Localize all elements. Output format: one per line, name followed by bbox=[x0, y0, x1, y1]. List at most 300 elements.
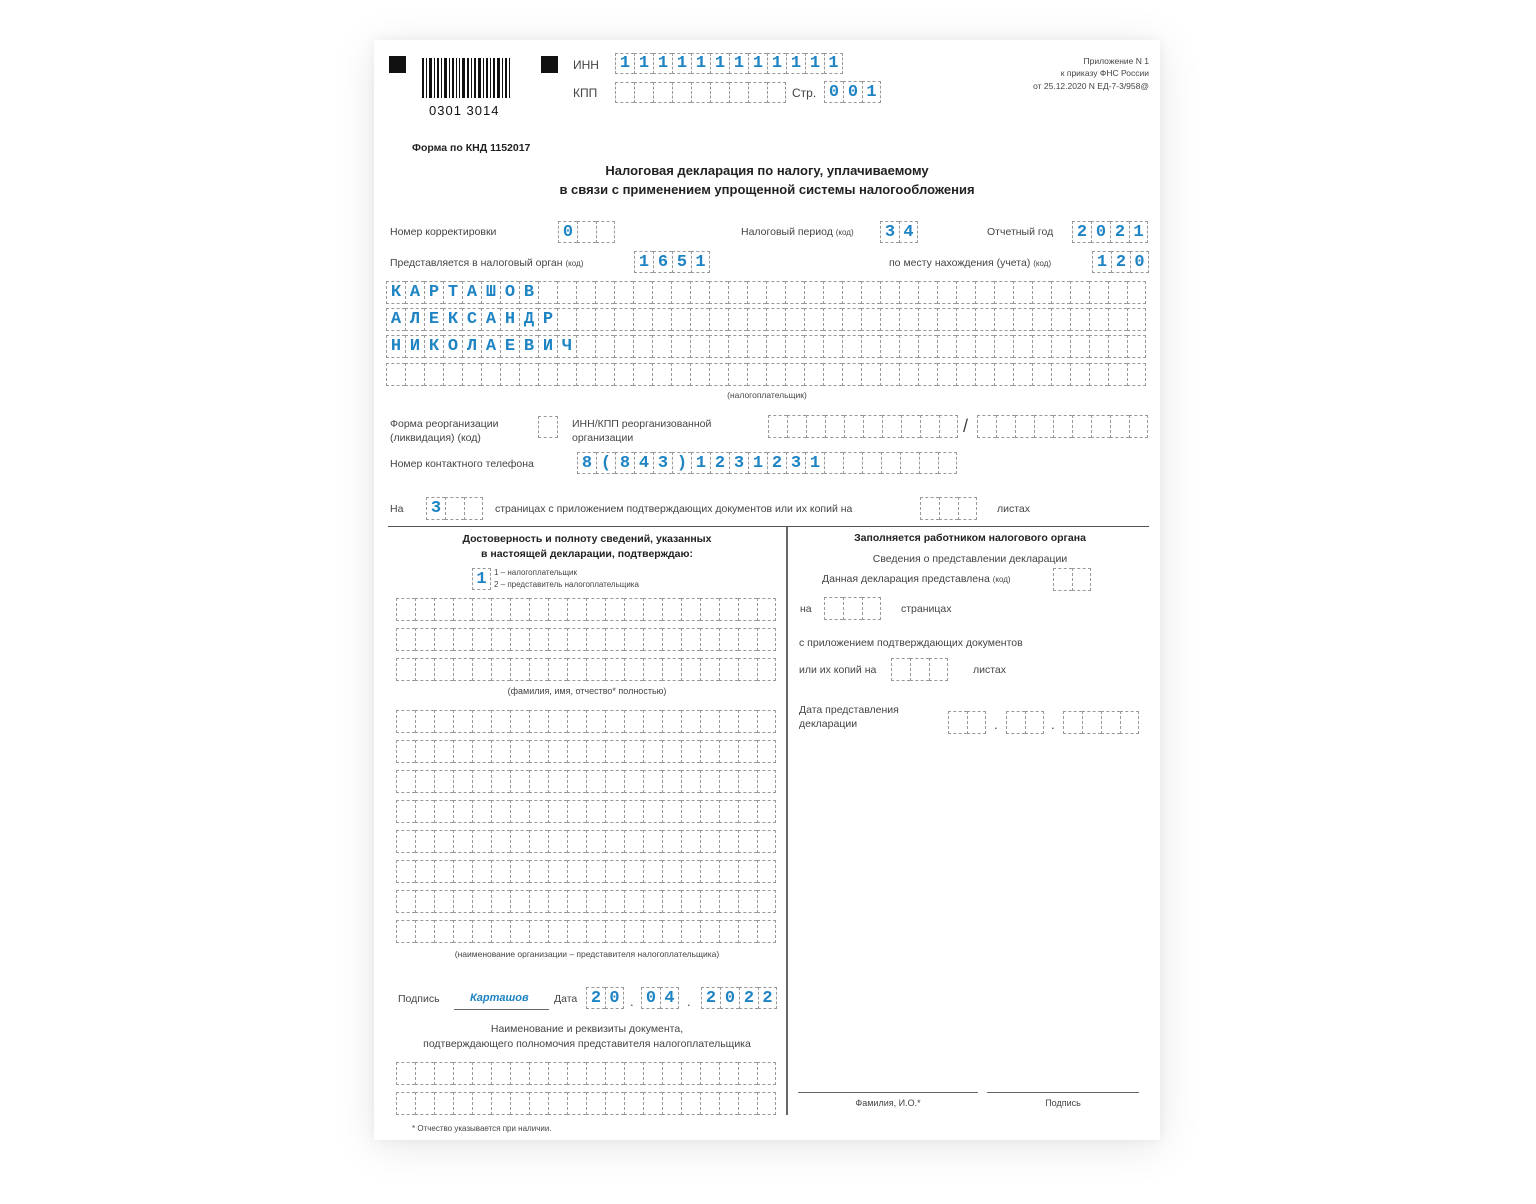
char-cell bbox=[453, 598, 472, 621]
char-cell bbox=[824, 597, 843, 620]
char-cell bbox=[415, 830, 434, 853]
char-cell bbox=[719, 628, 738, 651]
char-cell bbox=[662, 710, 681, 733]
char-cell bbox=[434, 598, 453, 621]
char-cell bbox=[624, 830, 643, 853]
char-cell bbox=[728, 363, 747, 386]
char-cell bbox=[443, 363, 462, 386]
officer-pages-cells bbox=[824, 597, 881, 620]
char-cell bbox=[548, 628, 567, 651]
char-cell bbox=[824, 452, 843, 474]
char-cell bbox=[1032, 308, 1051, 331]
date-separator: . bbox=[687, 994, 691, 1009]
char-cell bbox=[538, 416, 558, 438]
char-cell bbox=[681, 740, 700, 763]
char-cell bbox=[586, 1062, 605, 1085]
char-cell bbox=[510, 920, 529, 943]
doc-caption-line2: подтверждающего полномочия представителя налогоплательщика bbox=[423, 1038, 751, 1050]
char-cell bbox=[939, 415, 958, 438]
inn-cells bbox=[615, 53, 843, 74]
char-cell: А bbox=[481, 335, 500, 358]
char-cell bbox=[757, 860, 776, 883]
char-cell: 1 bbox=[805, 452, 824, 474]
appendix-line: Приложение N 1 bbox=[1083, 56, 1149, 66]
date-separator: . bbox=[1051, 717, 1055, 732]
char-cell bbox=[529, 920, 548, 943]
char-cell bbox=[1013, 281, 1032, 304]
char-cell bbox=[396, 890, 415, 913]
char-cell bbox=[567, 860, 586, 883]
char-cell bbox=[900, 452, 919, 474]
char-cell bbox=[634, 82, 653, 103]
char-cell bbox=[1127, 281, 1146, 304]
char-cell bbox=[1013, 308, 1032, 331]
char-cell bbox=[938, 452, 957, 474]
officer-subheading: Сведения о представлении декларации bbox=[872, 553, 1068, 565]
char-cell bbox=[510, 800, 529, 823]
char-cell bbox=[975, 335, 994, 358]
char-cell bbox=[538, 281, 557, 304]
char-cell bbox=[738, 830, 757, 853]
char-cell bbox=[719, 860, 738, 883]
char-cell bbox=[605, 710, 624, 733]
submission-year-cells bbox=[1063, 711, 1139, 734]
char-cell bbox=[386, 363, 405, 386]
char-cell bbox=[1034, 415, 1053, 438]
char-cell bbox=[1108, 281, 1127, 304]
char-cell: 3 bbox=[786, 452, 805, 474]
char-cell bbox=[825, 415, 844, 438]
char-cell bbox=[415, 860, 434, 883]
char-cell bbox=[586, 1092, 605, 1115]
taxpayer-name-line1 bbox=[386, 281, 1146, 304]
char-cell bbox=[519, 363, 538, 386]
char-cell bbox=[1089, 308, 1108, 331]
char-cell: 1 bbox=[672, 53, 691, 74]
char-cell: 6 bbox=[653, 251, 672, 273]
char-cell bbox=[719, 830, 738, 853]
char-cell bbox=[481, 363, 500, 386]
char-cell bbox=[939, 497, 958, 520]
char-cell bbox=[491, 770, 510, 793]
signature-underline bbox=[454, 1009, 549, 1010]
char-cell bbox=[891, 658, 910, 681]
char-cell bbox=[804, 363, 823, 386]
char-cell: 5 bbox=[672, 251, 691, 273]
correction-cells bbox=[558, 221, 615, 243]
char-cell bbox=[643, 628, 662, 651]
char-cell bbox=[633, 335, 652, 358]
char-cell bbox=[453, 890, 472, 913]
tax-declaration-page bbox=[374, 40, 1160, 1140]
char-cell bbox=[662, 658, 681, 681]
char-cell: Л bbox=[462, 335, 481, 358]
reorg-form-cell bbox=[538, 416, 558, 438]
char-cell bbox=[396, 1092, 415, 1115]
char-cell bbox=[643, 770, 662, 793]
char-cell bbox=[1101, 711, 1120, 734]
correction-label: Номер корректировки bbox=[390, 226, 497, 238]
char-cell bbox=[738, 658, 757, 681]
char-cell bbox=[681, 890, 700, 913]
char-cell bbox=[719, 800, 738, 823]
document-title-line1: Налоговая декларация по налогу, уплачиваемому bbox=[605, 163, 929, 178]
char-cell bbox=[557, 281, 576, 304]
char-cell bbox=[453, 1092, 472, 1115]
doc-details-line bbox=[396, 1062, 776, 1085]
submission-date-label bbox=[799, 703, 899, 731]
char-cell bbox=[1051, 281, 1070, 304]
char-cell bbox=[605, 800, 624, 823]
char-cell: 0 bbox=[1130, 251, 1149, 273]
reorg-inn-label bbox=[572, 417, 711, 445]
char-cell bbox=[548, 770, 567, 793]
char-cell: 1 bbox=[653, 53, 672, 74]
reorg-inn-cells bbox=[768, 415, 958, 438]
char-cell bbox=[747, 363, 766, 386]
char-cell bbox=[396, 628, 415, 651]
char-cell bbox=[453, 770, 472, 793]
officer-heading: Заполняется работником налогового органа bbox=[854, 532, 1086, 544]
date-label: Дата bbox=[554, 993, 578, 1005]
char-cell bbox=[605, 890, 624, 913]
char-cell bbox=[1091, 415, 1110, 438]
officer-sheets-label: листах bbox=[973, 664, 1007, 676]
char-cell bbox=[901, 415, 920, 438]
char-cell: 1 bbox=[767, 53, 786, 74]
char-cell bbox=[548, 890, 567, 913]
char-cell bbox=[728, 308, 747, 331]
org-name-line bbox=[396, 860, 776, 883]
pages-suffix: листах bbox=[997, 503, 1031, 515]
signer-options bbox=[494, 567, 639, 591]
submitted-code-cells bbox=[1053, 568, 1091, 591]
char-cell bbox=[937, 281, 956, 304]
char-cell bbox=[738, 770, 757, 793]
reorg-kpp-cells bbox=[977, 415, 1148, 438]
char-cell bbox=[956, 281, 975, 304]
taxpayer-name-line3 bbox=[386, 335, 1146, 358]
char-cell bbox=[910, 658, 929, 681]
char-cell: 0 bbox=[843, 81, 862, 103]
char-cell bbox=[624, 920, 643, 943]
char-cell bbox=[510, 860, 529, 883]
char-cell bbox=[700, 658, 719, 681]
char-cell bbox=[662, 800, 681, 823]
char-cell bbox=[624, 770, 643, 793]
char-cell: К bbox=[386, 281, 405, 304]
char-cell bbox=[586, 920, 605, 943]
char-cell bbox=[491, 598, 510, 621]
char-cell bbox=[861, 308, 880, 331]
char-cell: Р bbox=[424, 281, 443, 304]
date-month-cells bbox=[641, 987, 679, 1009]
char-cell: 4 bbox=[660, 987, 679, 1009]
char-cell bbox=[681, 658, 700, 681]
char-cell: 2 bbox=[1072, 221, 1091, 243]
submitted-label bbox=[822, 572, 1011, 586]
char-cell bbox=[709, 281, 728, 304]
officer-sheets-cells bbox=[891, 658, 948, 681]
char-cell bbox=[738, 860, 757, 883]
char-cell bbox=[510, 830, 529, 853]
tax-authority-label bbox=[390, 256, 583, 270]
submission-month-cells bbox=[1006, 711, 1044, 734]
char-cell bbox=[1013, 363, 1032, 386]
char-cell bbox=[595, 363, 614, 386]
char-cell bbox=[510, 770, 529, 793]
char-cell bbox=[464, 497, 483, 520]
char-cell bbox=[510, 1092, 529, 1115]
char-cell bbox=[472, 710, 491, 733]
char-cell bbox=[823, 281, 842, 304]
char-cell bbox=[700, 598, 719, 621]
char-cell bbox=[994, 363, 1013, 386]
char-cell bbox=[937, 335, 956, 358]
char-cell bbox=[662, 598, 681, 621]
char-cell: 1 bbox=[786, 53, 805, 74]
char-cell bbox=[738, 1062, 757, 1085]
char-cell bbox=[567, 770, 586, 793]
char-cell bbox=[529, 860, 548, 883]
char-cell bbox=[1108, 363, 1127, 386]
char-cell bbox=[662, 920, 681, 943]
fio-caption: (фамилия, имя, отчество* полностью) bbox=[507, 686, 667, 696]
code-hint: (код) bbox=[565, 259, 584, 268]
char-cell: 1 bbox=[729, 53, 748, 74]
char-cell bbox=[804, 308, 823, 331]
char-cell bbox=[691, 82, 710, 103]
location-cells bbox=[1092, 251, 1149, 273]
char-cell bbox=[994, 308, 1013, 331]
char-cell bbox=[937, 308, 956, 331]
char-cell bbox=[453, 830, 472, 853]
char-cell bbox=[548, 920, 567, 943]
char-cell bbox=[1053, 415, 1072, 438]
barcode-number: 0301 3014 bbox=[429, 103, 500, 118]
tax-authority-cells bbox=[634, 251, 710, 273]
char-cell bbox=[975, 308, 994, 331]
char-cell bbox=[1032, 335, 1051, 358]
char-cell bbox=[681, 800, 700, 823]
char-cell bbox=[662, 770, 681, 793]
char-cell bbox=[1070, 363, 1089, 386]
char-cell bbox=[510, 1062, 529, 1085]
char-cell: А bbox=[405, 281, 424, 304]
char-cell bbox=[624, 710, 643, 733]
tax-period-label bbox=[741, 225, 854, 239]
char-cell bbox=[880, 363, 899, 386]
char-cell: Ш bbox=[481, 281, 500, 304]
char-cell bbox=[844, 415, 863, 438]
char-cell bbox=[681, 860, 700, 883]
char-cell bbox=[491, 628, 510, 651]
char-cell bbox=[643, 830, 662, 853]
char-cell bbox=[510, 710, 529, 733]
code-hint: (код) bbox=[992, 575, 1011, 584]
char-cell bbox=[624, 658, 643, 681]
char-cell bbox=[1051, 335, 1070, 358]
char-cell: 0 bbox=[720, 987, 739, 1009]
char-cell bbox=[548, 740, 567, 763]
char-cell bbox=[605, 830, 624, 853]
char-cell: 1 bbox=[691, 53, 710, 74]
char-cell bbox=[529, 628, 548, 651]
char-cell bbox=[434, 1062, 453, 1085]
char-cell bbox=[747, 335, 766, 358]
char-cell: 1 bbox=[862, 81, 881, 103]
signer-type-cell bbox=[472, 568, 491, 590]
code-hint: (код) bbox=[835, 228, 854, 237]
char-cell bbox=[472, 628, 491, 651]
char-cell bbox=[567, 1062, 586, 1085]
char-cell bbox=[700, 920, 719, 943]
char-cell bbox=[681, 598, 700, 621]
char-cell bbox=[643, 920, 662, 943]
char-cell bbox=[766, 335, 785, 358]
char-cell bbox=[396, 740, 415, 763]
char-cell bbox=[671, 308, 690, 331]
char-cell: Т bbox=[443, 281, 462, 304]
char-cell bbox=[1089, 363, 1108, 386]
char-cell bbox=[806, 415, 825, 438]
doc-caption-line1: Наименование и реквизиты документа, bbox=[490, 1023, 684, 1035]
char-cell: 4 bbox=[899, 221, 918, 243]
char-cell bbox=[1063, 711, 1082, 734]
char-cell: 1 bbox=[634, 251, 653, 273]
char-cell bbox=[586, 800, 605, 823]
char-cell bbox=[548, 1092, 567, 1115]
char-cell bbox=[1013, 335, 1032, 358]
date-separator: . bbox=[630, 994, 634, 1009]
char-cell: 1 bbox=[824, 53, 843, 74]
char-cell bbox=[690, 281, 709, 304]
sheets-count-cells bbox=[920, 497, 977, 520]
char-cell bbox=[738, 598, 757, 621]
char-cell bbox=[653, 82, 672, 103]
date-year-cells bbox=[701, 987, 777, 1009]
char-cell bbox=[920, 497, 939, 520]
char-cell bbox=[529, 598, 548, 621]
char-cell bbox=[882, 415, 901, 438]
char-cell bbox=[700, 710, 719, 733]
appendix-line: от 25.12.2020 N ЕД-7-3/958@ bbox=[1033, 80, 1149, 91]
char-cell bbox=[614, 281, 633, 304]
char-cell bbox=[700, 740, 719, 763]
appendix-note bbox=[1033, 55, 1149, 92]
char-cell bbox=[747, 281, 766, 304]
signer-option: 2 – представитель налогоплательщика bbox=[494, 580, 639, 589]
char-cell bbox=[624, 860, 643, 883]
char-cell: 2 bbox=[767, 452, 786, 474]
char-cell: 2 bbox=[710, 452, 729, 474]
char-cell bbox=[652, 281, 671, 304]
char-cell bbox=[453, 628, 472, 651]
char-cell bbox=[899, 308, 918, 331]
char-cell bbox=[1070, 308, 1089, 331]
char-cell bbox=[529, 1092, 548, 1115]
char-cell bbox=[977, 415, 996, 438]
char-cell bbox=[643, 1092, 662, 1115]
char-cell bbox=[700, 628, 719, 651]
char-cell bbox=[434, 800, 453, 823]
char-cell bbox=[643, 800, 662, 823]
char-cell bbox=[548, 860, 567, 883]
signer-fio-line3 bbox=[396, 658, 776, 681]
char-cell bbox=[415, 800, 434, 823]
char-cell bbox=[453, 1062, 472, 1085]
char-cell bbox=[567, 598, 586, 621]
char-cell bbox=[785, 281, 804, 304]
char-cell bbox=[738, 890, 757, 913]
char-cell: А bbox=[462, 281, 481, 304]
char-cell bbox=[671, 281, 690, 304]
char-cell bbox=[804, 281, 823, 304]
char-cell bbox=[605, 628, 624, 651]
char-cell bbox=[491, 1092, 510, 1115]
char-cell bbox=[880, 281, 899, 304]
char-cell bbox=[920, 415, 939, 438]
char-cell bbox=[567, 800, 586, 823]
char-cell: 3 bbox=[729, 452, 748, 474]
pages-count-cells bbox=[426, 497, 483, 520]
char-cell bbox=[652, 363, 671, 386]
char-cell bbox=[453, 740, 472, 763]
char-cell bbox=[529, 658, 548, 681]
char-cell bbox=[690, 308, 709, 331]
char-cell bbox=[1072, 568, 1091, 591]
char-cell bbox=[576, 363, 595, 386]
char-cell bbox=[396, 1062, 415, 1085]
page-label: Стр. bbox=[792, 86, 817, 100]
char-cell bbox=[605, 920, 624, 943]
char-cell bbox=[1120, 711, 1139, 734]
char-cell bbox=[757, 890, 776, 913]
document-title-line2: в связи с применением упрощенной системы налогообложения bbox=[559, 182, 975, 197]
char-cell bbox=[861, 281, 880, 304]
char-cell bbox=[491, 800, 510, 823]
char-cell bbox=[967, 711, 986, 734]
char-cell bbox=[472, 830, 491, 853]
char-cell: 2 bbox=[758, 987, 777, 1009]
code-hint: (код) bbox=[1033, 259, 1052, 268]
attach-line2: или их копий на bbox=[799, 664, 877, 676]
char-cell bbox=[1110, 415, 1129, 438]
char-cell bbox=[510, 628, 529, 651]
org-name-line bbox=[396, 740, 776, 763]
char-cell bbox=[1127, 308, 1146, 331]
tax-period-text: Налоговый период bbox=[741, 226, 833, 238]
char-cell bbox=[586, 860, 605, 883]
char-cell bbox=[994, 335, 1013, 358]
char-cell bbox=[1032, 363, 1051, 386]
char-cell bbox=[396, 830, 415, 853]
char-cell bbox=[662, 628, 681, 651]
char-cell bbox=[842, 335, 861, 358]
char-cell bbox=[510, 890, 529, 913]
char-cell: 2 bbox=[1110, 221, 1129, 243]
char-cell bbox=[614, 363, 633, 386]
officer-signature-underline bbox=[987, 1092, 1139, 1093]
char-cell bbox=[633, 363, 652, 386]
char-cell bbox=[700, 1062, 719, 1085]
char-cell bbox=[672, 82, 691, 103]
char-cell bbox=[652, 335, 671, 358]
char-cell bbox=[738, 628, 757, 651]
char-cell bbox=[453, 658, 472, 681]
char-cell bbox=[567, 920, 586, 943]
char-cell bbox=[434, 658, 453, 681]
